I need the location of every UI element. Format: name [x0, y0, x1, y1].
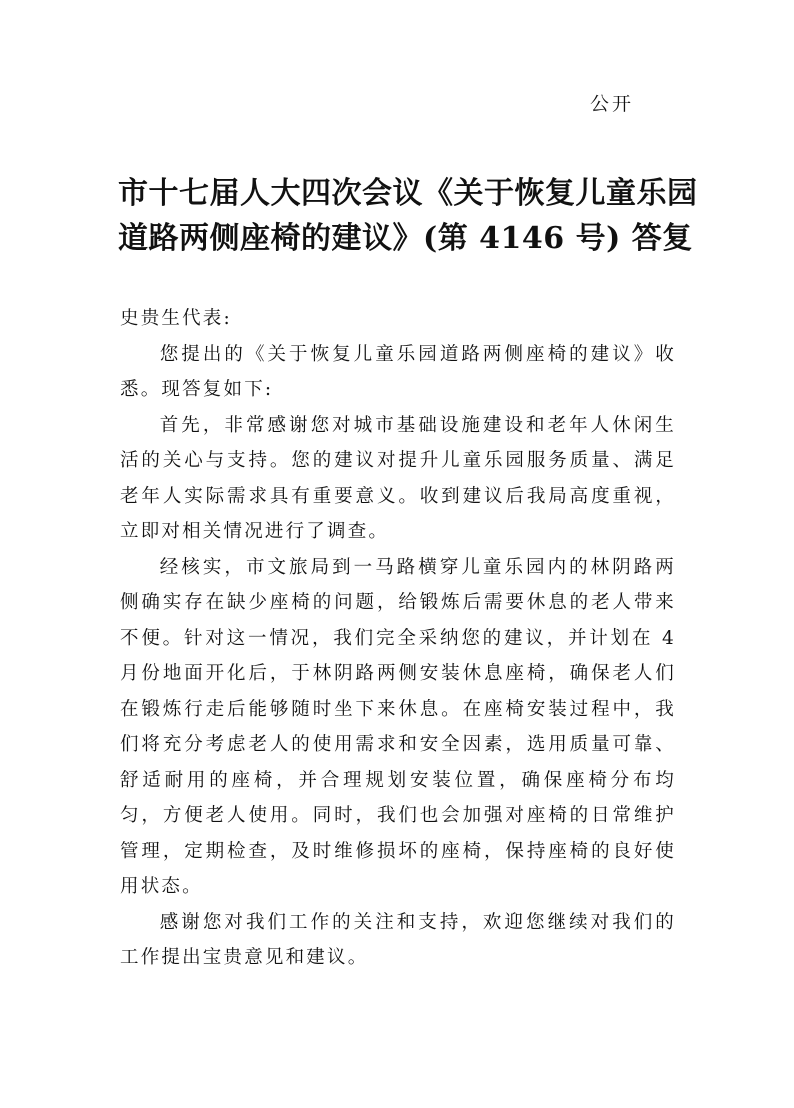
paragraph-thanks: 首先，非常感谢您对城市基础设施建设和老年人休闲生活的关心与支持。您的建议对提升儿童乐园服务质量、满足老年人实际需求具有重要意义。收到建议后我局高度重视，立即对相关情况进行了调查。	[120, 414, 676, 542]
salutation: 史贵生代表:	[120, 308, 232, 329]
title-line-2: 道路两侧座椅的建议》(第 4146 号) 答复	[118, 221, 693, 256]
paragraph-closing: 感谢您对我们工作的关注和支持，欢迎您继续对我们的工作提出宝贵意见和建议。	[120, 911, 676, 968]
paragraph-receipt: 您提出的《关于恢复儿童乐园道路两侧座椅的建议》收悉。现答复如下:	[120, 343, 676, 400]
document-title	[118, 171, 698, 261]
paragraph-verification: 经核实，市文旅局到一马路横穿儿童乐园内的林阴路两侧确实存在缺少座椅的问题，给锻炼后需要休息的老人带来不便。针对这一情况，我们完全采纳您的建议，并计划在 4 月份地面开化后，于林阴路两侧安装休息座椅，确保老人们在锻炼行走后能够随时坐下来休息。在座椅安装过程中，我们将充分考虑老人的使用需求和安全因素，选用质量可靠、舒适耐用的座椅，并合理规划安装位置，确保座椅分布均匀，方便老人使用。同时，我们也会加强对座椅的日常维护管理，定期检查，及时维修损坏的座椅，保持座椅的良好使用状态。	[120, 556, 676, 897]
title-line-1: 市十七届人大四次会议《关于恢复儿童乐园	[118, 176, 698, 211]
disclosure-label: 公开	[590, 93, 635, 115]
document-body	[120, 301, 676, 976]
